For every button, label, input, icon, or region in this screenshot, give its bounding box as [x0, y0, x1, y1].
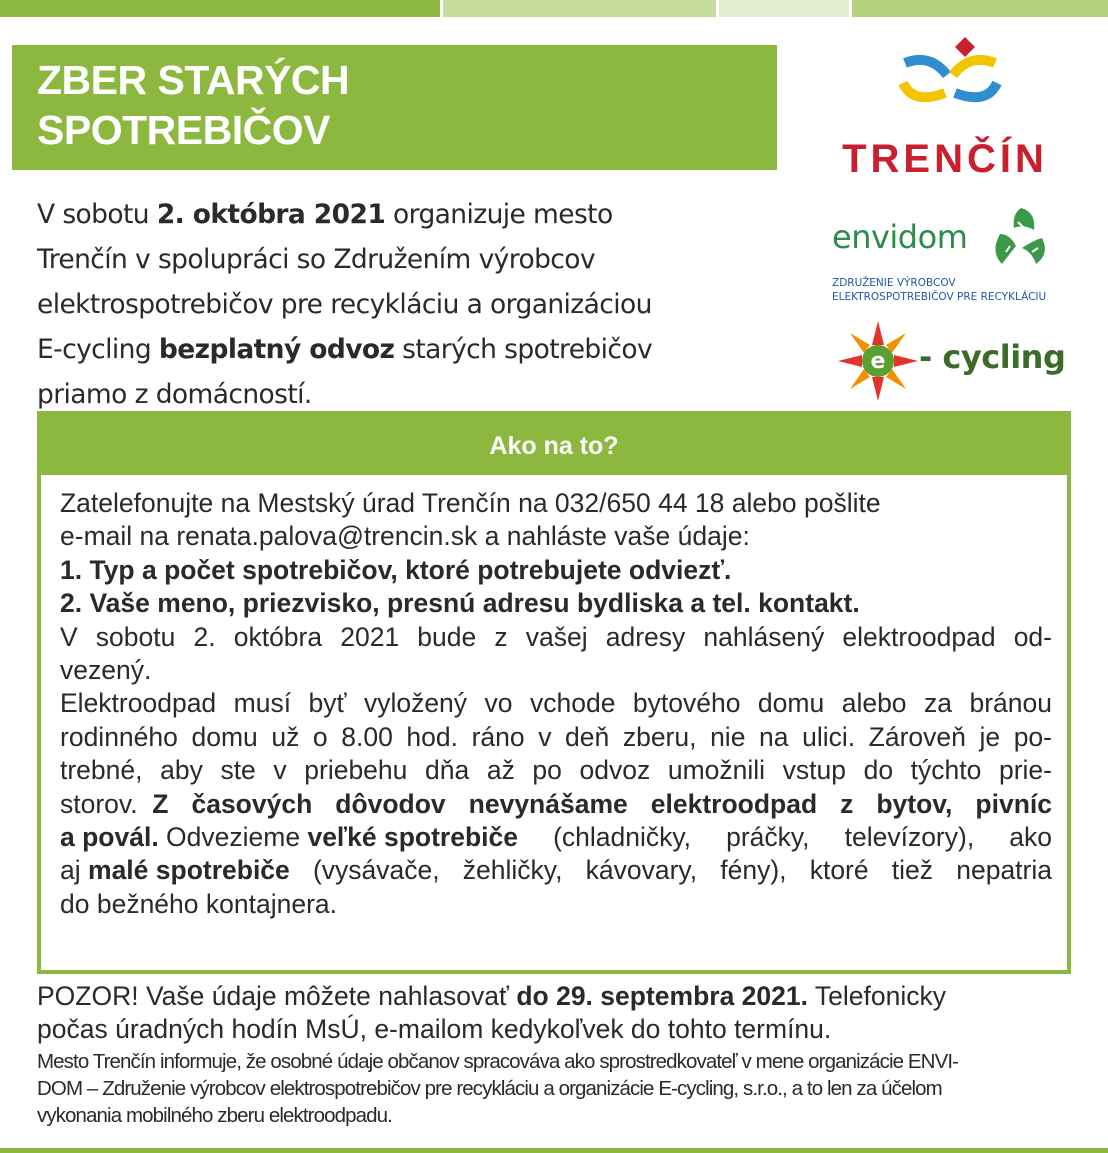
howto-line: Elektroodpad musí byť vyložený vo vchode bytového domu alebo za bránou: [60, 688, 1052, 719]
trencin-logo: [840, 35, 1050, 185]
trencin-wordmark: TRENČÍN: [842, 137, 1048, 181]
howto-text: (vysávače, žehličky, kávovary, fény), ktoré tiež nepatria: [289, 855, 1052, 886]
howto-item-1: 1. Typ a počet spotrebičov, ktoré potrebujete odviezť.: [60, 554, 732, 585]
howto-line: V sobotu 2. októbra 2021 bude z vašej adresy nahlásený elektroodpad od-: [60, 621, 1052, 652]
pozor-deadline: do 29. septembra 2021.: [516, 981, 808, 1011]
pozor-text: Telefonicky: [808, 981, 946, 1011]
ecycling-e-letter: e: [870, 349, 886, 374]
howto-large-appliances: veľké spotrebiče: [307, 822, 518, 853]
envidom-subtitle-2: ELEKTROSPOTREBIČOV PRE RECYKLÁCIU: [832, 291, 1047, 303]
intro-text: E-cycling: [37, 334, 159, 365]
howto-text: storov.: [60, 788, 153, 819]
howto-line: Zatelefonujte na Mestský úrad Trenčín na 032/650 44 18 alebo pošlite: [60, 488, 881, 518]
pozor-paragraph: [37, 980, 1077, 1046]
howto-line: vezený.: [60, 655, 152, 686]
recycle-leaf-icon: [988, 204, 1054, 270]
howto-line: rodinného domu už o 8.00 hod. ráno v deň zberu, nie na ulici. Zároveň je po-: [60, 721, 1052, 752]
howto-small-appliances: malé spotrebiče: [88, 855, 290, 886]
ecycling-logo: [835, 318, 1066, 408]
howto-line: [60, 821, 1052, 854]
intro-text: starých spotrebičov: [394, 334, 653, 365]
howto-line: trebné, aby ste v priebehu dňa až po odvoz umožnili vstup do týchto prie-: [60, 755, 1052, 786]
howto-line: [60, 788, 1052, 821]
pozor-text: POZOR! Vaše údaje môžete nahlasovať: [37, 981, 517, 1011]
howto-warning: a povál.: [60, 822, 159, 853]
notice-line: Mesto Trenčín informuje, že osobné údaje občanov spracováva ako sprostredkovateľ v mene organizácie ENVI-: [37, 1050, 959, 1073]
intro-text: organizuje mesto: [385, 199, 613, 230]
howto-line: do bežného kontajnera.: [60, 888, 337, 919]
intro-date: 2. októbra 2021: [156, 199, 386, 230]
howto-heading: Ako na to?: [41, 415, 1067, 475]
title-banner: [12, 45, 777, 170]
title-line-1: ZBER STARÝCH: [37, 57, 350, 103]
pozor-text: počas úradných hodín MsÚ, e-mailom kedykoľvek do tohto termínu.: [37, 1014, 832, 1044]
howto-text: Odvezieme: [158, 822, 308, 853]
title-line-2: SPOTREBIČOV: [37, 107, 330, 153]
intro-text: priamo z domácností.: [37, 379, 312, 410]
howto-item-2: 2. Vaše meno, priezvisko, presnú adresu bydliska a tel. kontakt.: [60, 588, 860, 619]
intro-text: elektrospotrebičov pre recykláciu a organizáciou: [37, 289, 652, 320]
intro-text: Trenčín v spolupráci so Združením výrobcov: [37, 244, 595, 275]
howto-text: aj: [60, 855, 88, 886]
envidom-logo: [830, 200, 1070, 310]
howto-line: e-mail na renata.palova@trencin.sk a nahláste vaše údaje:: [60, 521, 750, 552]
bottom-decorative-bar: [0, 1148, 1108, 1153]
envidom-wordmark: envidom: [832, 218, 968, 256]
intro-text: V sobotu: [37, 199, 157, 230]
howto-line: [60, 854, 1052, 887]
howto-body: [60, 487, 1052, 921]
top-decorative-bar: [0, 0, 1108, 17]
howto-text: (chladničky, práčky, televízory), ako: [518, 822, 1052, 853]
ecycling-wordmark: - cycling: [919, 338, 1066, 376]
notice-line: vykonania mobilného zberu elektroodpadu.: [37, 1104, 392, 1127]
gdpr-notice: [37, 1048, 1071, 1129]
envidom-subtitle-1: ZDRUŽENIE VÝROBCOV: [832, 277, 956, 289]
notice-line: DOM – Združenie výrobcov elektrospotrebičov pre recykláciu a organizácie E-cycling, s.r.o., a to len za účelom: [37, 1077, 942, 1100]
intro-paragraph: [37, 192, 797, 417]
intro-free-pickup: bezplatný odvoz: [158, 334, 395, 365]
trencin-emblem-icon: [895, 35, 1005, 125]
howto-warning: Z časových dôvodov nevynášame elektroodpad z bytov, pivníc: [152, 788, 1052, 819]
howto-box: [37, 411, 1071, 974]
ecycling-flower-icon: [835, 318, 921, 404]
